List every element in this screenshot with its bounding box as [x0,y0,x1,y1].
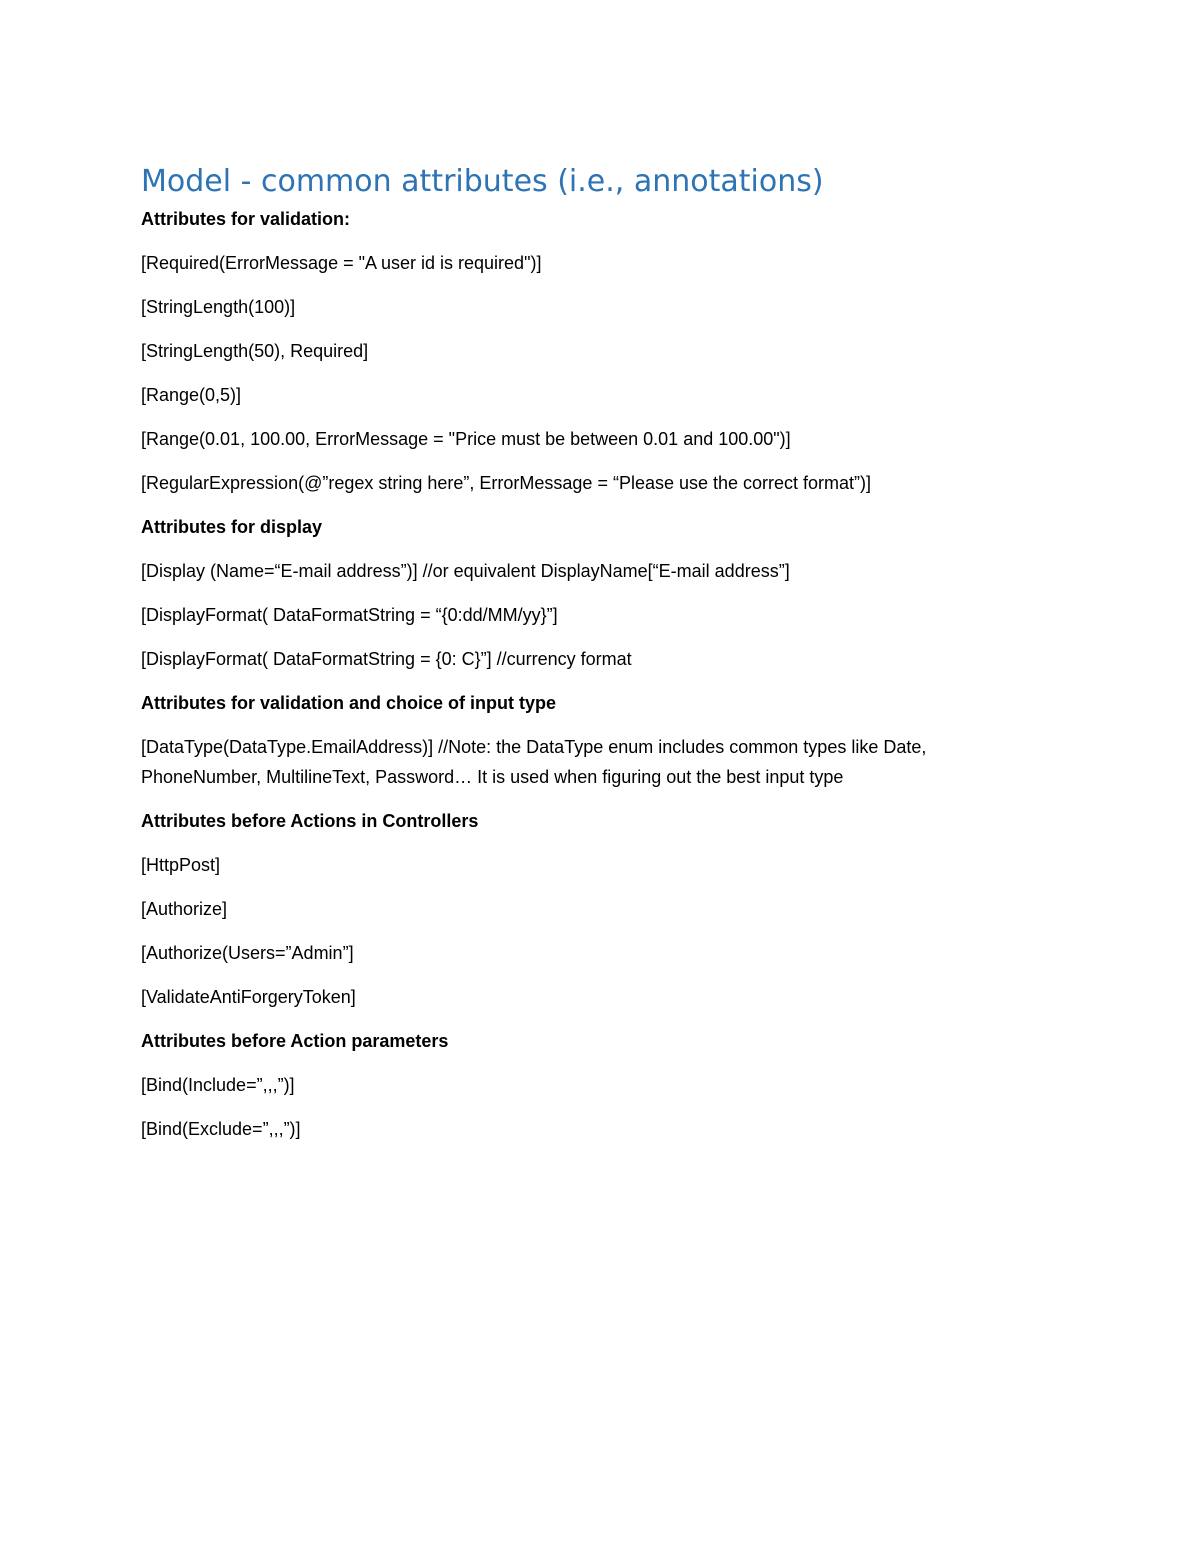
code-line: [Bind(Include=”,,,”)] [141,1075,295,1095]
code-line: [Authorize(Users=”Admin”] [141,943,354,963]
code-line: [DisplayFormat( DataFormatString = {0: C}”] //currency format [141,649,632,669]
code-line: [HttpPost] [141,855,221,875]
code-line: [ValidateAntiForgeryToken] [141,987,356,1007]
code-line: [Authorize] [141,899,228,919]
code-line: [StringLength(50), Required] [141,341,369,361]
document-body [141,204,1041,1144]
code-line: [RegularExpression(@”regex string here”, ErrorMessage = “Please use the correct format”)] [141,473,872,493]
section-heading-input-type: Attributes for validation and choice of input type [141,693,557,713]
code-line: [Range(0.01, 100.00, ErrorMessage = "Price must be between 0.01 and 100.00")] [141,429,791,449]
document-title: Model - common attributes (i.e., annotations) [141,164,824,199]
code-line: [Display (Name=“E-mail address”)] //or equivalent DisplayName[“E-mail address”] [141,561,790,581]
code-line: [StringLength(100)] [141,297,296,317]
code-line: [Range(0,5)] [141,385,242,405]
code-line: [Bind(Exclude=”,,,”)] [141,1119,301,1139]
section-heading-validation: Attributes for validation: [141,209,351,229]
section-heading-controllers: Attributes before Actions in Controllers [141,811,479,831]
document-page [141,160,1041,1158]
code-line: [DataType(DataType.EmailAddress)] //Note: the DataType enum includes common types like Date, PhoneNumber, MultilineText, Password… It is used when figuring out the best input type [141,737,927,787]
section-heading-action-parameters: Attributes before Action parameters [141,1031,449,1051]
section-heading-display: Attributes for display [141,517,323,537]
code-line: [DisplayFormat( DataFormatString = “{0:dd/MM/yy}”] [141,605,558,625]
code-line: [Required(ErrorMessage = "A user id is required")] [141,253,542,273]
